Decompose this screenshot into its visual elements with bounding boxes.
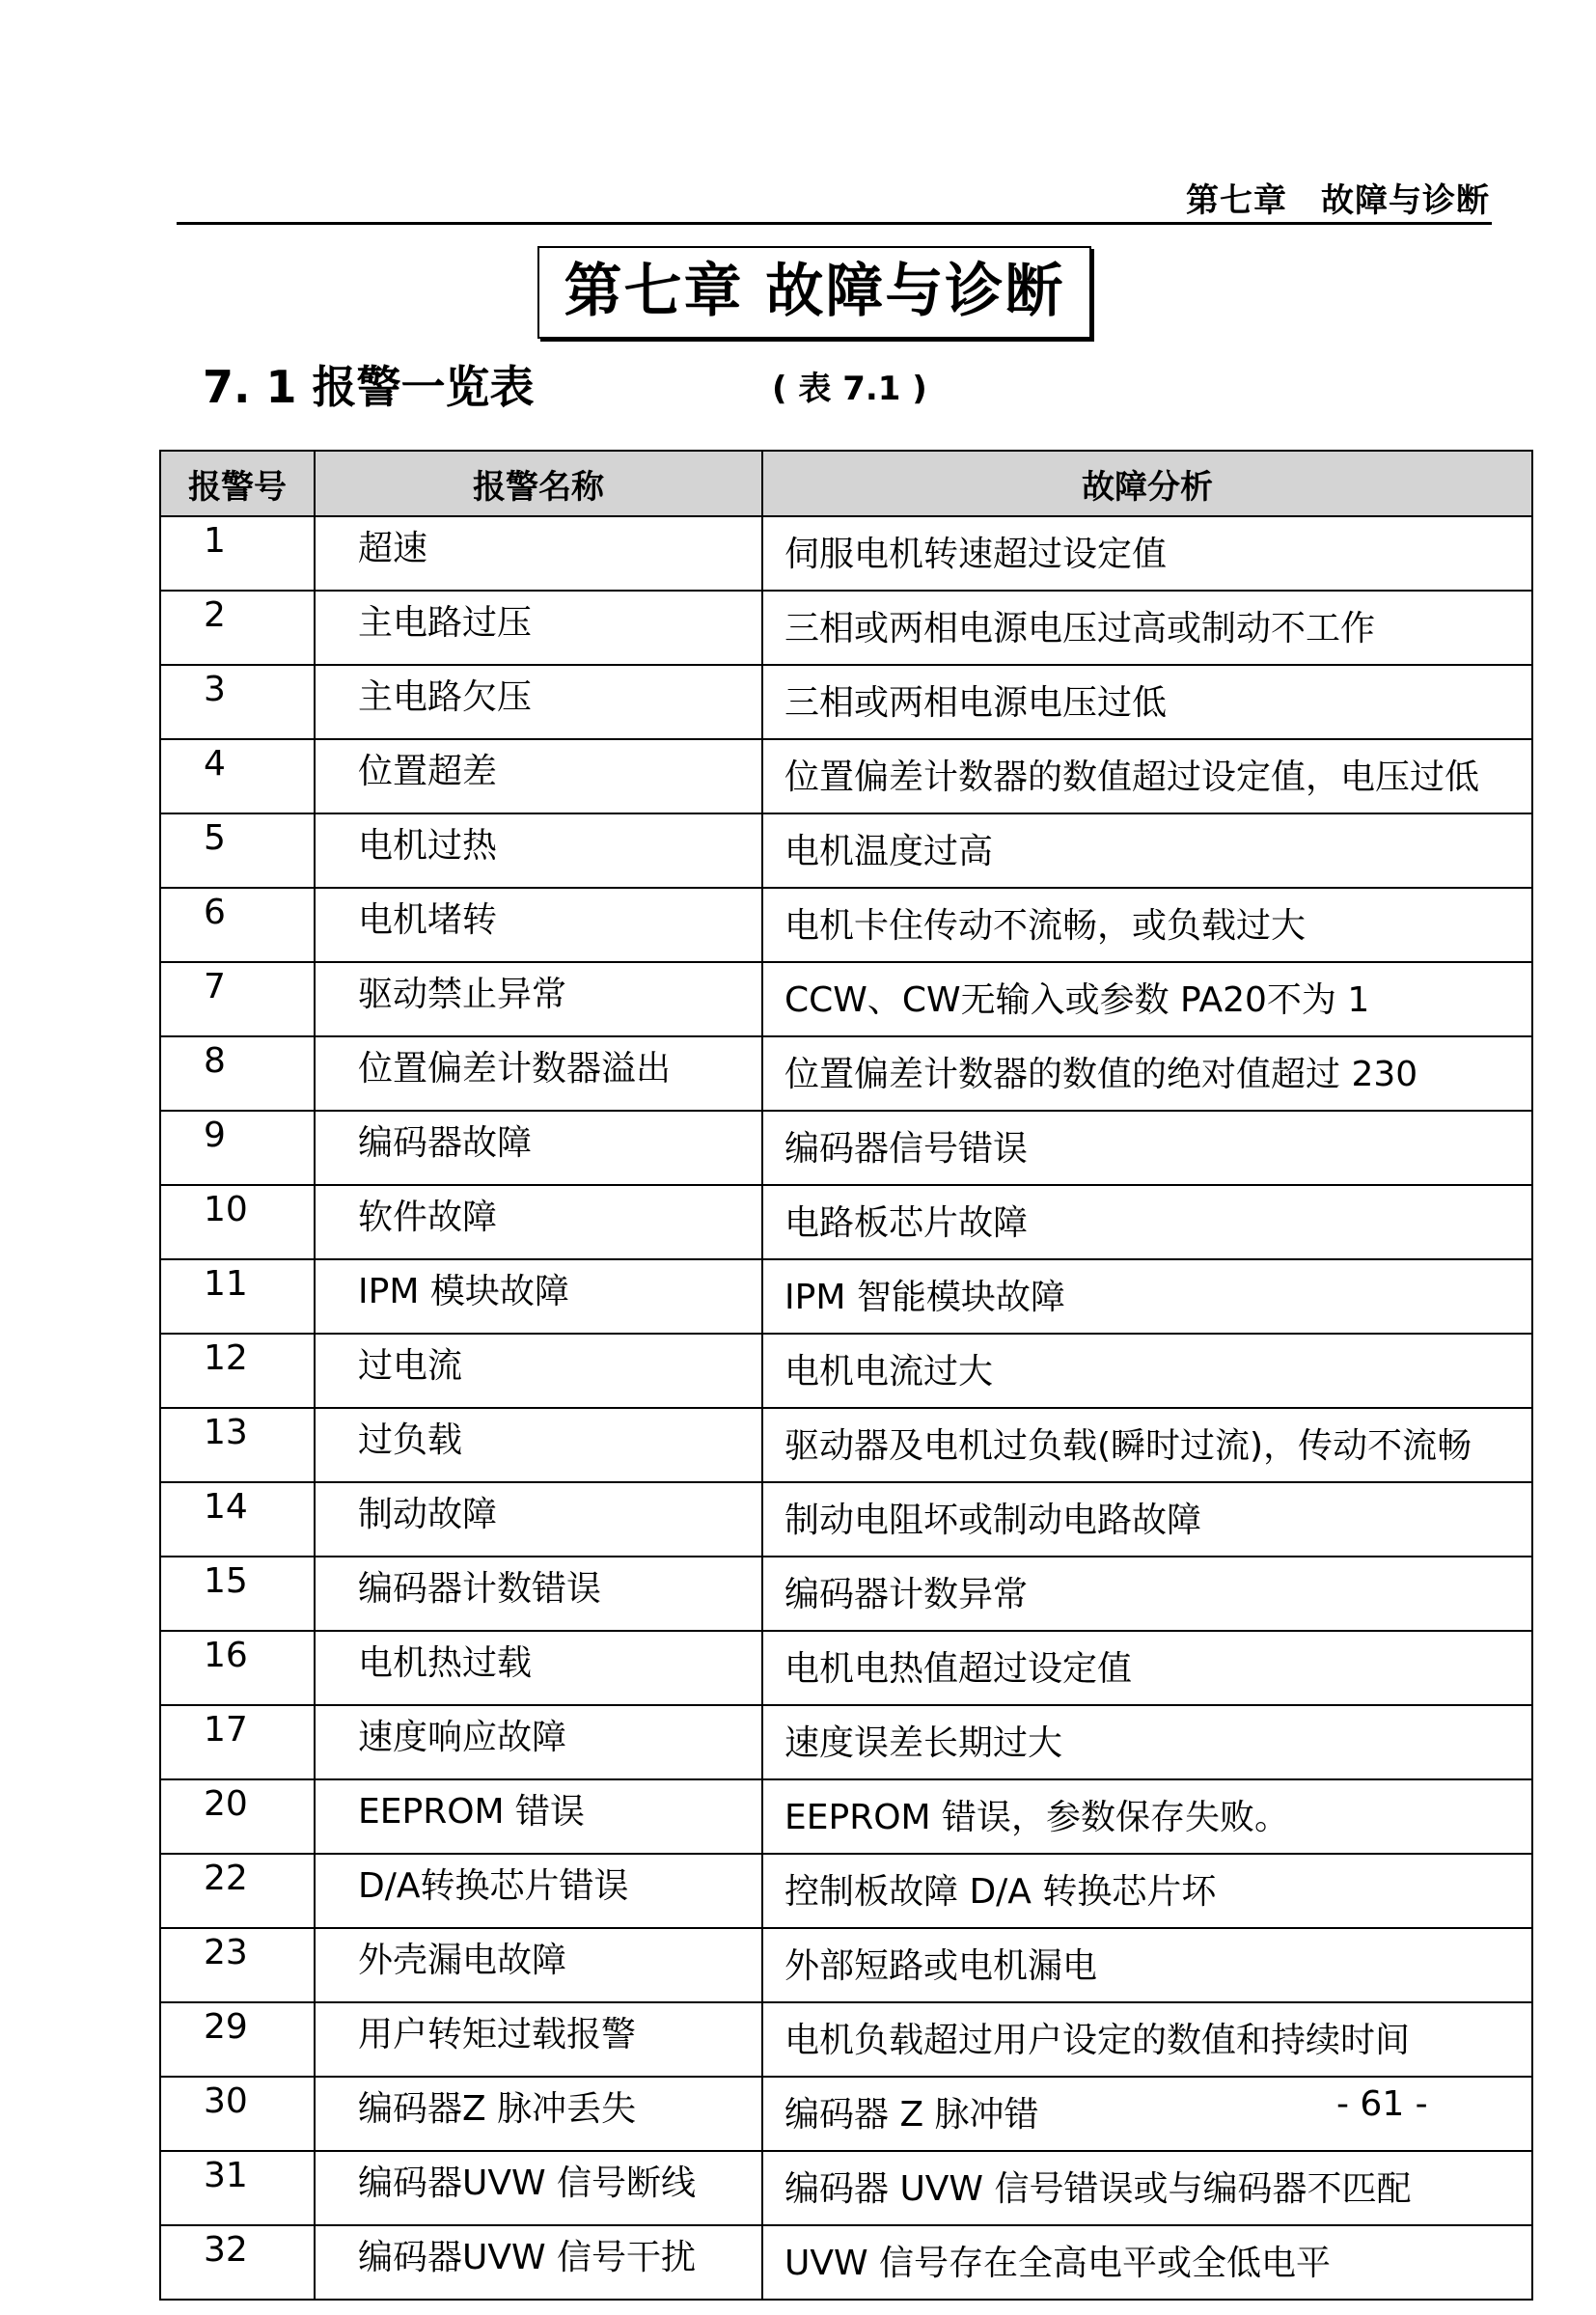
alarm-name-cell: 编码器UVW 信号干扰 (315, 2225, 762, 2300)
alarm-name-cell: IPM 模块故障 (315, 1259, 762, 1334)
alarm-number-cell: 7 (160, 962, 315, 1036)
header-rule (177, 222, 1492, 225)
alarm-name-cell: 过负载 (315, 1408, 762, 1482)
alarm-number-cell: 13 (160, 1408, 315, 1482)
table-row (160, 2077, 1532, 2151)
alarm-name-cell: 编码器Z 脉冲丢失 (315, 2077, 762, 2151)
alarm-number-cell: 8 (160, 1036, 315, 1111)
header-alarm-name: 报警名称 (315, 451, 762, 516)
alarm-name-cell: 主电路欠压 (315, 665, 762, 739)
page-number: - 61 - (1336, 2084, 1428, 2124)
section-title: 7. 1 报警一览表 (203, 361, 535, 413)
alarm-number-cell: 22 (160, 1854, 315, 1928)
running-header: 第七章 故障与诊断 (1186, 181, 1490, 220)
alarm-name-cell: 速度响应故障 (315, 1705, 762, 1779)
alarm-name-cell: 编码器UVW 信号断线 (315, 2151, 762, 2225)
alarm-rows (160, 516, 1532, 2300)
alarm-number-cell: 11 (160, 1259, 315, 1334)
alarm-name-cell: 外壳漏电故障 (315, 1928, 762, 2002)
alarm-name-cell: EEPROM 错误 (315, 1779, 762, 1854)
header-alarm-number: 报警号 (160, 451, 315, 516)
table-row (160, 2002, 1532, 2077)
fault-analysis-cell: 三相或两相电源电压过低 (762, 665, 1532, 739)
alarm-name-cell: 用户转矩过载报警 (315, 2002, 762, 2077)
fault-analysis-cell: 制动电阻坏或制动电路故障 (762, 1482, 1532, 1557)
fault-analysis-cell: 位置偏差计数器的数值的绝对值超过 230 (762, 1036, 1532, 1111)
fault-analysis-cell: 驱动器及电机过负载(瞬时过流)，传动不流畅 (762, 1408, 1532, 1482)
fault-analysis-cell: 电机卡住传动不流畅，或负载过大 (762, 888, 1532, 962)
fault-analysis-cell: EEPROM 错误，参数保存失败。 (762, 1779, 1532, 1854)
fault-analysis-cell: 外部短路或电机漏电 (762, 1928, 1532, 2002)
alarm-name-cell: 驱动禁止异常 (315, 962, 762, 1036)
table-header-row (160, 451, 1532, 516)
table-row (160, 1705, 1532, 1779)
fault-analysis-cell: 三相或两相电源电压过高或制动不工作 (762, 591, 1532, 665)
alarm-name-cell: 编码器故障 (315, 1111, 762, 1185)
alarm-number-cell: 5 (160, 813, 315, 888)
alarm-name-cell: 过电流 (315, 1334, 762, 1408)
table-row (160, 962, 1532, 1036)
alarm-number-cell: 17 (160, 1705, 315, 1779)
alarm-name-cell: 制动故障 (315, 1482, 762, 1557)
alarm-name-cell: D/A转换芯片错误 (315, 1854, 762, 1928)
table-row (160, 1036, 1532, 1111)
alarm-name-cell: 超速 (315, 516, 762, 591)
alarm-name-cell: 软件故障 (315, 1185, 762, 1259)
table-caption: ( 表 7.1 ) (772, 370, 927, 408)
alarm-name-cell: 位置偏差计数器溢出 (315, 1036, 762, 1111)
table-row (160, 1111, 1532, 1185)
alarm-number-cell: 30 (160, 2077, 315, 2151)
alarm-number-cell: 1 (160, 516, 315, 591)
table-row (160, 1185, 1532, 1259)
alarm-name-cell: 位置超差 (315, 739, 762, 813)
alarm-name-cell: 电机堵转 (315, 888, 762, 962)
table-row (160, 1928, 1532, 2002)
fault-analysis-cell: 伺服电机转速超过设定值 (762, 516, 1532, 591)
fault-analysis-cell: UVW 信号存在全高电平或全低电平 (762, 2225, 1532, 2300)
table-row (160, 813, 1532, 888)
alarm-number-cell: 4 (160, 739, 315, 813)
fault-analysis-cell: 电机电热值超过设定值 (762, 1631, 1532, 1705)
table-row (160, 2225, 1532, 2300)
alarm-name-cell: 编码器计数错误 (315, 1557, 762, 1631)
alarm-number-cell: 2 (160, 591, 315, 665)
fault-analysis-cell: 编码器信号错误 (762, 1111, 1532, 1185)
alarm-name-cell: 电机热过载 (315, 1631, 762, 1705)
alarm-number-cell: 29 (160, 2002, 315, 2077)
header-fault-analysis: 故障分析 (762, 451, 1532, 516)
table-row (160, 888, 1532, 962)
alarm-number-cell: 9 (160, 1111, 315, 1185)
table-row (160, 1854, 1532, 1928)
fault-analysis-cell: CCW、CW无输入或参数 PA20不为 1 (762, 962, 1532, 1036)
fault-analysis-cell: 控制板故障 D/A 转换芯片坏 (762, 1854, 1532, 1928)
table-row (160, 1408, 1532, 1482)
fault-analysis-cell: 电机电流过大 (762, 1334, 1532, 1408)
fault-analysis-cell: 编码器 UVW 信号错误或与编码器不匹配 (762, 2151, 1532, 2225)
table-row (160, 1631, 1532, 1705)
table-row (160, 2151, 1532, 2225)
alarm-number-cell: 14 (160, 1482, 315, 1557)
fault-analysis-cell: 编码器 Z 脉冲错 (762, 2077, 1532, 2151)
fault-analysis-cell: 编码器计数异常 (762, 1557, 1532, 1631)
alarm-number-cell: 23 (160, 1928, 315, 2002)
alarm-name-cell: 主电路过压 (315, 591, 762, 665)
alarm-table (159, 450, 1533, 2301)
fault-analysis-cell: 电机负载超过用户设定的数值和持续时间 (762, 2002, 1532, 2077)
fault-analysis-cell: 位置偏差计数器的数值超过设定值，电压过低 (762, 739, 1532, 813)
alarm-name-cell: 电机过热 (315, 813, 762, 888)
table-row (160, 1779, 1532, 1854)
table-row (160, 1259, 1532, 1334)
table-row (160, 739, 1532, 813)
alarm-number-cell: 3 (160, 665, 315, 739)
alarm-number-cell: 31 (160, 2151, 315, 2225)
table-row (160, 516, 1532, 591)
alarm-number-cell: 16 (160, 1631, 315, 1705)
fault-analysis-cell: 电机温度过高 (762, 813, 1532, 888)
fault-analysis-cell: IPM 智能模块故障 (762, 1259, 1532, 1334)
alarm-number-cell: 10 (160, 1185, 315, 1259)
table-row (160, 1482, 1532, 1557)
table-row (160, 1557, 1532, 1631)
table-row (160, 591, 1532, 665)
alarm-number-cell: 12 (160, 1334, 315, 1408)
alarm-number-cell: 6 (160, 888, 315, 962)
table-row (160, 1334, 1532, 1408)
alarm-number-cell: 32 (160, 2225, 315, 2300)
alarm-number-cell: 15 (160, 1557, 315, 1631)
fault-analysis-cell: 速度误差长期过大 (762, 1705, 1532, 1779)
table-row (160, 665, 1532, 739)
chapter-title: 第七章 故障与诊断 (537, 246, 1091, 339)
fault-analysis-cell: 电路板芯片故障 (762, 1185, 1532, 1259)
alarm-number-cell: 20 (160, 1779, 315, 1854)
